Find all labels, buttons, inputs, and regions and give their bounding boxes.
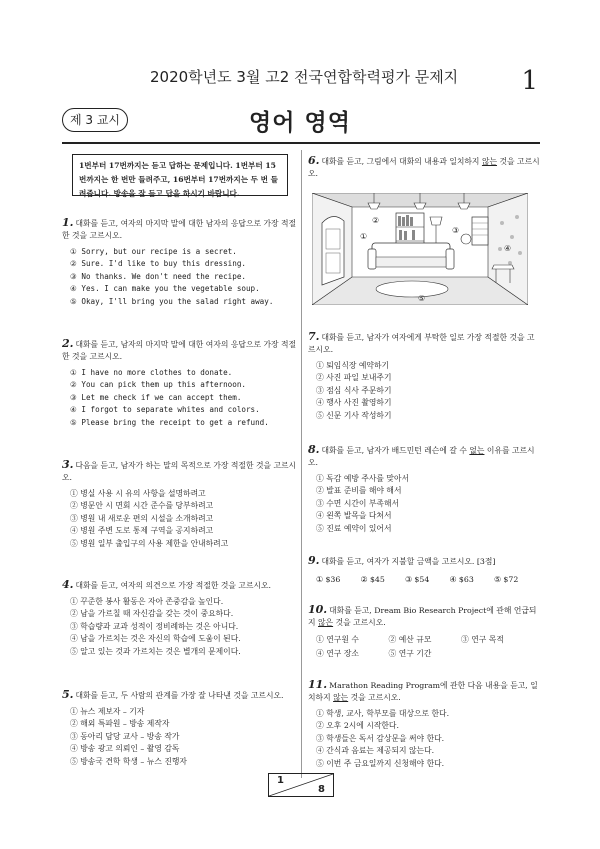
option[interactable]: ⑤ 이번 주 금요일까지 신청해야 한다. bbox=[316, 758, 445, 768]
door-icon bbox=[322, 216, 344, 285]
question-number: 9. bbox=[308, 554, 320, 567]
question-number: 5. bbox=[62, 688, 74, 701]
question-10 bbox=[308, 604, 540, 660]
column-divider bbox=[301, 150, 302, 778]
option[interactable]: ④ Yes. I can make you the vegetable soup. bbox=[70, 284, 260, 294]
question-stem: 4. 대화를 듣고, 여자의 의견으로 가장 적절한 것을 고르시오. bbox=[62, 578, 272, 591]
option[interactable]: ⑤ 병원 일부 출입구의 사용 제한을 안내하려고 bbox=[70, 538, 229, 548]
subject-title: 영어 영역 bbox=[249, 110, 351, 136]
option[interactable]: ② 병문안 시 면회 시간 준수를 당부하려고 bbox=[70, 501, 214, 511]
option[interactable]: ④ I forgot to separate whites and colors. bbox=[70, 405, 260, 415]
window-icon bbox=[472, 217, 488, 245]
option[interactable]: ① 학생, 교사, 학부모를 대상으로 한다. bbox=[316, 709, 450, 718]
option[interactable]: ② 예산 규모 bbox=[388, 635, 432, 644]
option[interactable]: ③ 점심 식사 주문하기 bbox=[316, 385, 392, 395]
page-indicator bbox=[268, 773, 334, 797]
question-stem: 1. 대화를 듣고, 여자의 마지막 말에 대한 남자의 응답으로 가장 적절한 것을 고르시오. bbox=[62, 216, 297, 240]
question-number: 11. bbox=[308, 678, 328, 691]
current-page: 1 bbox=[277, 775, 284, 786]
option[interactable]: ③ 병원 내 새로운 편의 시설을 소개하려고 bbox=[70, 513, 214, 523]
illustration-label: ① bbox=[360, 232, 368, 241]
option[interactable]: ① 꾸준한 봉사 활동은 자아 존중감을 높인다. bbox=[70, 597, 224, 606]
illustration-label: ⑤ bbox=[418, 294, 426, 303]
wall-clock-icon bbox=[461, 234, 471, 244]
option[interactable]: ⑤ Please bring the receipt to get a refund. bbox=[70, 417, 269, 427]
question-stem: 9. 대화를 듣고, 여자가 지불할 금액을 고르시오. [3점] bbox=[308, 554, 496, 567]
question-number: 7. bbox=[308, 330, 320, 343]
exam-title: 2020학년도 3월 고2 전국연합학력평가 문제지 bbox=[150, 68, 459, 86]
question-stem: 3. 다음을 듣고, 남자가 하는 말의 목적으로 가장 적절한 것을 고르시오. bbox=[62, 458, 297, 482]
option[interactable]: ② Sure. I'd like to buy this dressing. bbox=[70, 259, 246, 269]
option[interactable]: ④ 행사 사진 촬영하기 bbox=[316, 398, 392, 408]
question-7 bbox=[308, 331, 540, 422]
option[interactable]: ④ 병원 주변 도로 통제 구역을 공지하려고 bbox=[70, 526, 214, 536]
question-3 bbox=[62, 459, 298, 550]
option[interactable]: ① 독감 예방 주사를 맞아서 bbox=[316, 474, 410, 483]
instruction-box: 1번부터 17번까지는 듣고 답하는 문제입니다. 1번부터 15번까지는 한 번만 들려주고, 16번부터 17번까지는 두 번 들려줍니다. 방송을 잘 듣고 답을 하시기 바랍니다. bbox=[72, 154, 288, 196]
header-rule bbox=[62, 142, 540, 144]
question-stem: 11. Marathon Reading Program에 관한 다음 내용을 듣고, 일치하지 않는 것을 고르시오. bbox=[308, 678, 538, 702]
option[interactable]: ④ 왼쪽 발목을 다쳐서 bbox=[316, 511, 392, 521]
option[interactable]: ④ 방송 광고 의뢰인 – 촬영 감독 bbox=[70, 744, 180, 754]
option[interactable]: ④ $63 bbox=[449, 575, 474, 584]
option[interactable]: ④ 남을 가르치는 것은 자신의 학습에 도움이 된다. bbox=[70, 634, 241, 644]
option[interactable]: ⑤ Okay, I'll bring you the salad right away. bbox=[70, 296, 274, 306]
question-6 bbox=[308, 155, 540, 180]
question-number: 4. bbox=[62, 578, 74, 591]
total-pages: 8 bbox=[318, 784, 325, 795]
question-2 bbox=[62, 338, 298, 429]
question-number: 8. bbox=[308, 443, 320, 456]
option[interactable]: ② 발표 준비를 해야 해서 bbox=[316, 486, 402, 496]
question-11 bbox=[308, 679, 540, 770]
option[interactable]: ② 해외 특파원 – 방송 제작자 bbox=[70, 719, 170, 729]
option[interactable]: ① 연구원 수 bbox=[316, 635, 359, 644]
side-table-icon bbox=[492, 265, 514, 269]
page-number: 1 bbox=[521, 66, 538, 96]
option[interactable]: ⑤ 연구 기간 bbox=[388, 649, 432, 658]
question-8 bbox=[308, 444, 540, 535]
option[interactable]: ⑤ 알고 있는 것과 가르치는 것은 별개의 문제이다. bbox=[70, 646, 241, 656]
option[interactable]: ⑤ $72 bbox=[493, 575, 519, 584]
option[interactable]: ④ 연구 장소 bbox=[316, 649, 359, 658]
question-1 bbox=[62, 217, 298, 308]
question-number: 10. bbox=[308, 603, 328, 616]
option[interactable]: ⑤ 방송국 견학 학생 – 뉴스 진행자 bbox=[70, 756, 187, 766]
option[interactable]: ② 사진 파일 보내주기 bbox=[316, 373, 392, 383]
question-4 bbox=[62, 579, 298, 658]
option[interactable]: ③ 수면 시간이 부족해서 bbox=[316, 498, 400, 508]
question-stem: 6. 대화를 듣고, 그림에서 대화의 내용과 일치하지 않는 것을 고르시오. bbox=[308, 154, 540, 178]
option[interactable]: ③ 학생들은 독서 감상문을 써야 한다. bbox=[316, 733, 445, 743]
option[interactable]: ③ No thanks. We don't need the recipe. bbox=[70, 271, 246, 281]
option[interactable]: ③ Let me check if we can accept them. bbox=[70, 392, 242, 402]
question-5 bbox=[62, 689, 298, 768]
option[interactable]: ② 오후 2시에 시작한다. bbox=[316, 721, 399, 731]
option[interactable]: ⑤ 진료 예약이 있어서 bbox=[316, 523, 392, 533]
question-number: 3. bbox=[62, 458, 74, 471]
question-number: 6. bbox=[308, 154, 320, 167]
option[interactable]: ① 퇴임식장 예약하기 bbox=[316, 361, 390, 370]
question-number: 1. bbox=[62, 216, 74, 229]
period-badge: 제 3 교시 bbox=[62, 108, 128, 132]
question-9 bbox=[308, 555, 540, 586]
question-stem: 5. 대화를 듣고, 두 사람의 관계를 가장 잘 나타낸 것을 고르시오. bbox=[62, 688, 284, 701]
option[interactable]: ③ $54 bbox=[404, 575, 430, 584]
question-stem: 2. 대화를 듣고, 남자의 마지막 말에 대한 여자의 응답으로 가장 적절한 것을 고르시오. bbox=[62, 337, 297, 361]
rug-icon bbox=[376, 281, 448, 297]
option[interactable]: ① 병실 사용 시 유의 사항을 설명하려고 bbox=[70, 489, 206, 498]
option[interactable]: ② 남을 가르칠 때 자신감을 갖는 것이 중요하다. bbox=[70, 609, 234, 619]
option[interactable]: ③ 동아리 담당 교사 – 방송 작가 bbox=[70, 731, 180, 741]
option[interactable]: ③ 연구 목적 bbox=[460, 635, 504, 644]
option[interactable]: ① $36 bbox=[316, 575, 341, 584]
option[interactable]: ③ 학습량과 교과 성적이 정비례하는 것은 아니다. bbox=[70, 621, 239, 631]
option[interactable]: ① Sorry, but our recipe is a secret. bbox=[70, 247, 237, 256]
option[interactable]: ⑤ 신문 기사 작성하기 bbox=[316, 410, 392, 420]
option[interactable]: ① I have no more clothes to donate. bbox=[70, 368, 233, 377]
option[interactable]: ② $45 bbox=[360, 575, 385, 584]
question-stem: 10. 대화를 듣고, Dream Bio Research Project에 관해 언급되지 않은 것을 고르시오. bbox=[308, 603, 537, 627]
illustration-label: ④ bbox=[504, 244, 512, 253]
illustration-label: ② bbox=[372, 216, 380, 225]
illustration-label: ③ bbox=[452, 226, 460, 235]
question-stem: 7. 대화를 듣고, 남자가 여자에게 부탁한 일로 가장 적절한 것을 고르시오. bbox=[308, 330, 535, 354]
floor-lamp-icon bbox=[430, 217, 442, 225]
question-number: 2. bbox=[62, 337, 74, 350]
question-stem: 8. 대화를 듣고, 남자가 배드민턴 레슨에 갈 수 없는 이유를 고르시오. bbox=[308, 443, 535, 467]
room-illustration bbox=[312, 193, 528, 305]
option[interactable]: ④ 간식과 음료는 제공되지 않는다. bbox=[316, 746, 435, 756]
option[interactable]: ① 뉴스 제보자 – 기자 bbox=[70, 707, 145, 716]
option[interactable]: ② You can pick them up this afternoon. bbox=[70, 380, 246, 390]
